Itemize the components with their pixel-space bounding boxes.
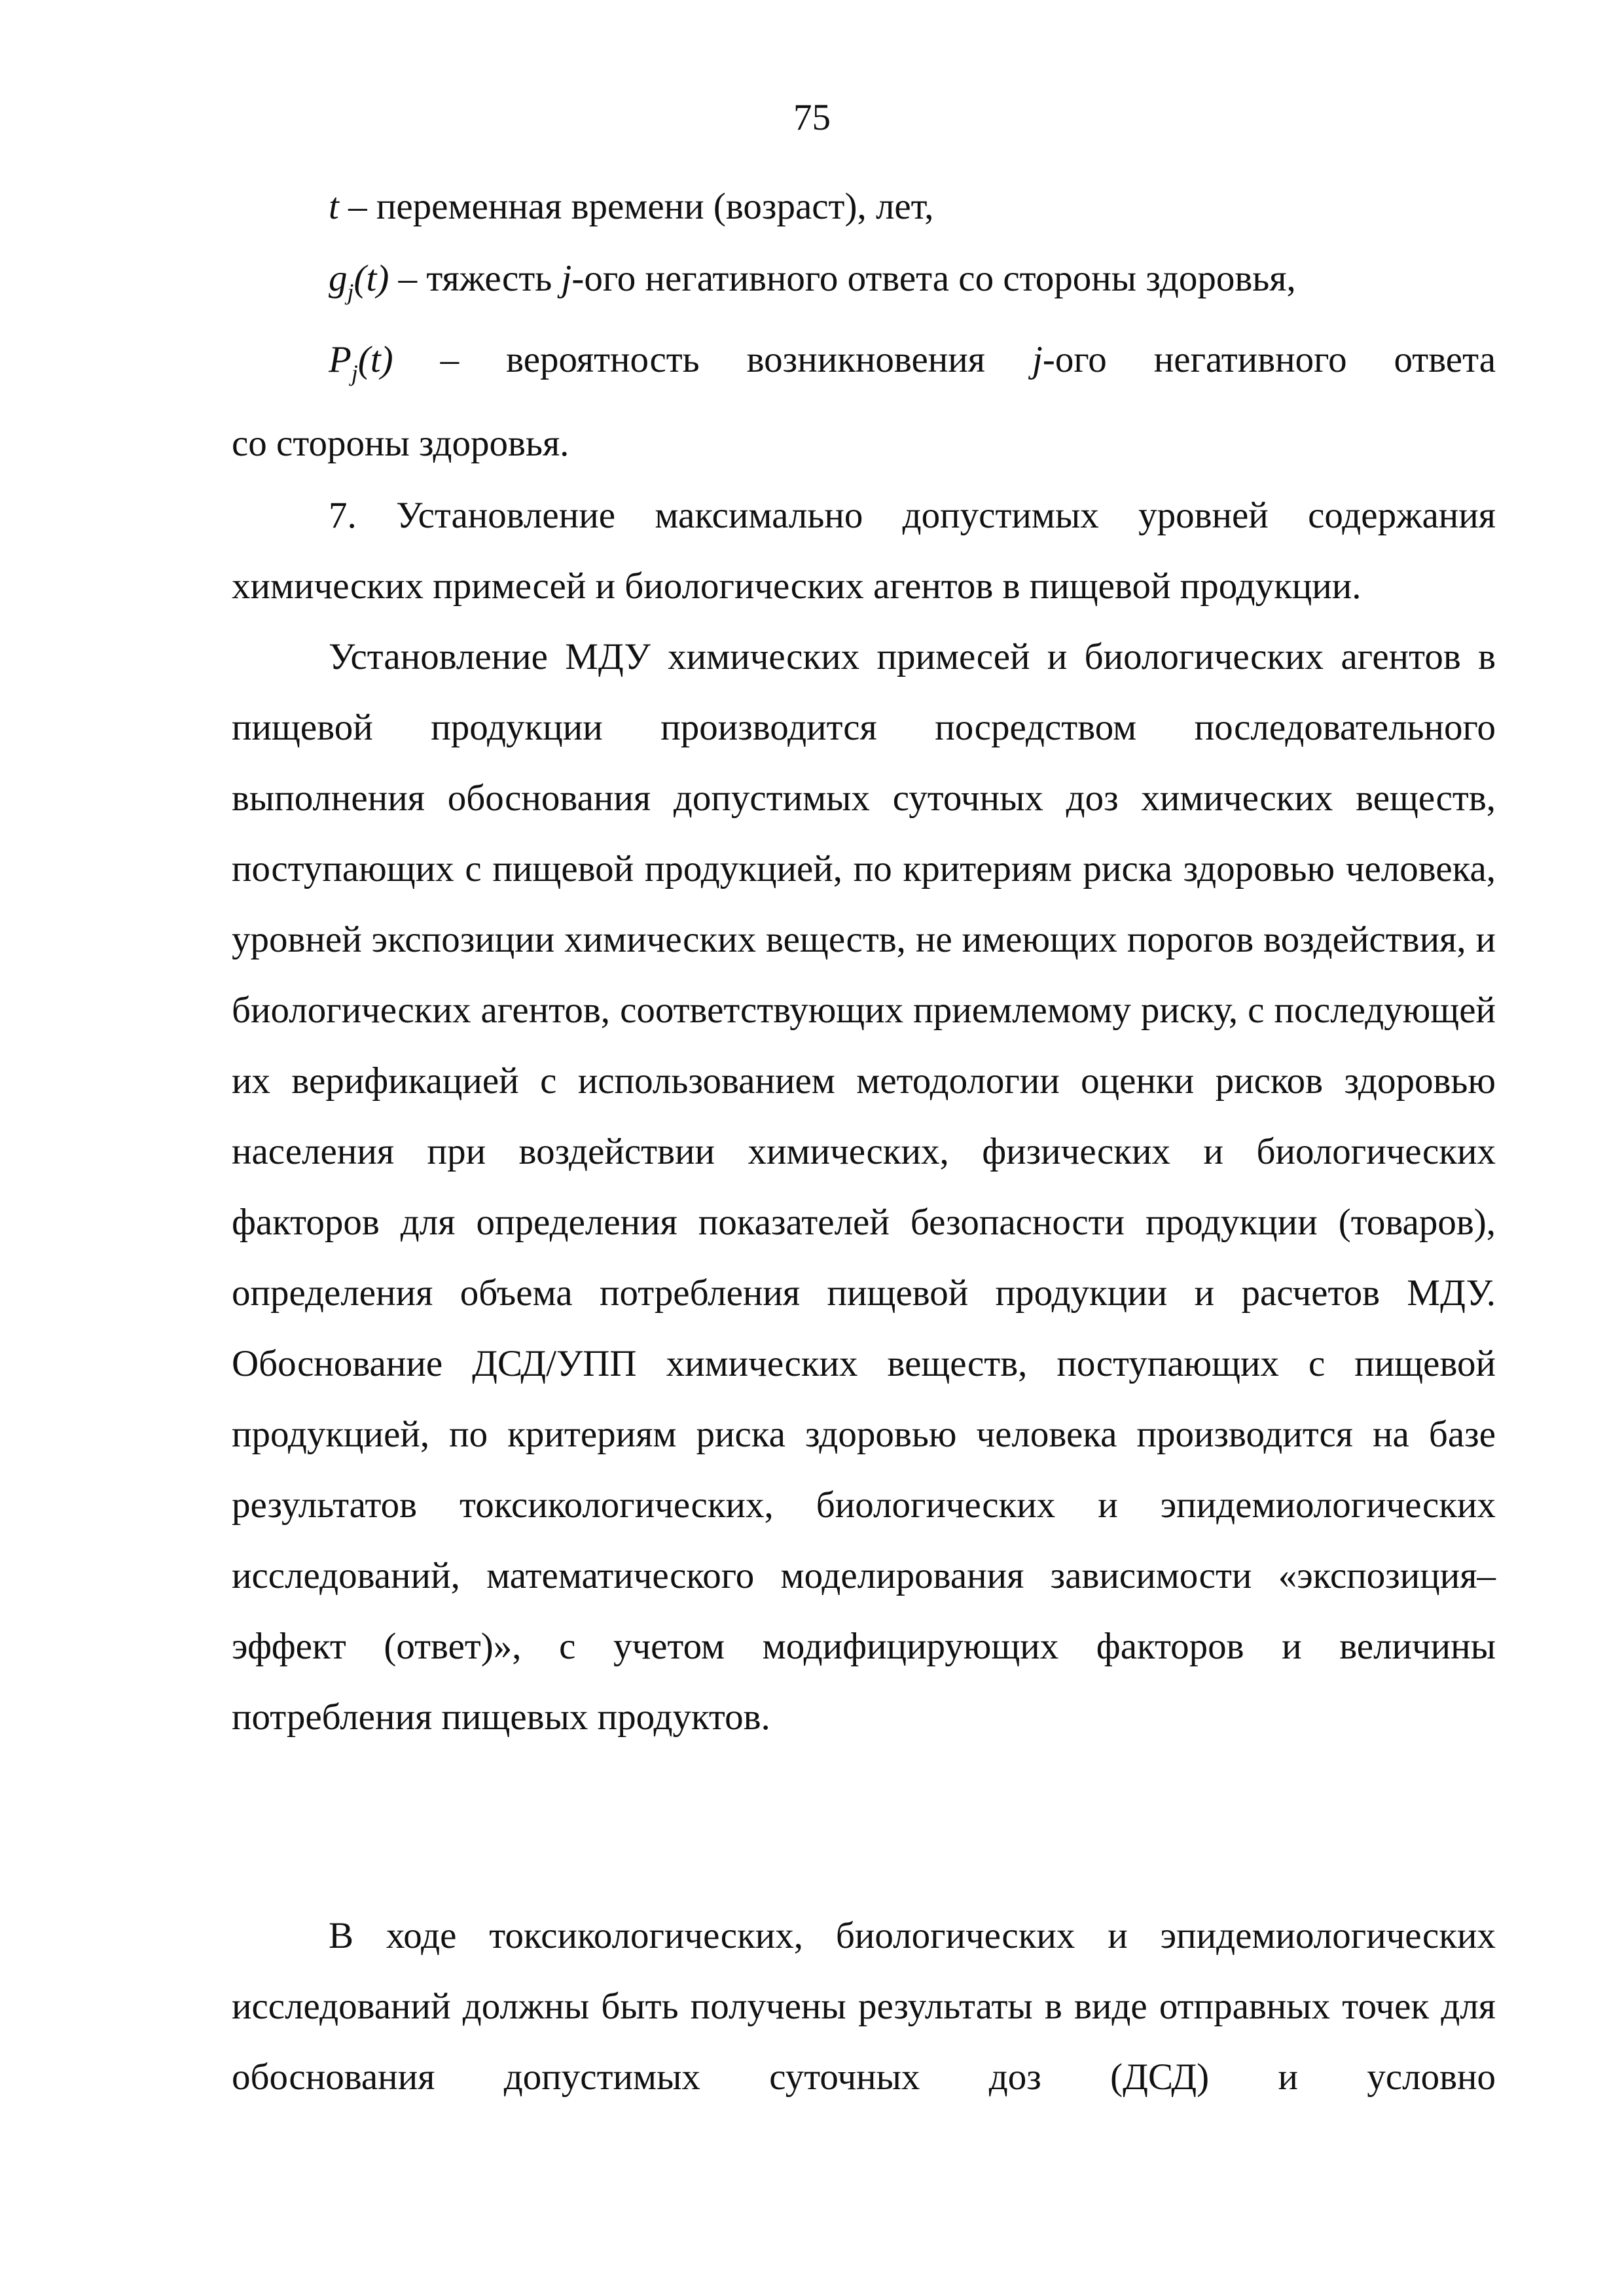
definition-g-line xyxy=(232,243,1496,327)
definition-g xyxy=(232,243,1496,327)
page-number: 75 xyxy=(793,97,831,138)
definition-p-line xyxy=(232,325,1496,408)
definition-g-j: j xyxy=(561,258,572,299)
definition-t-line xyxy=(232,171,1496,242)
paragraph-1-block xyxy=(232,622,1496,1753)
definition-g-text-2: -ого негативного ответа со стороны здоровья, xyxy=(571,258,1296,299)
section-7-heading xyxy=(232,480,1496,622)
symbol-g: g xyxy=(329,258,348,299)
definition-p-text-2: -ого негативного ответа xyxy=(1042,339,1496,380)
paragraph-2: В ходе токсикологических, биологических и эпидемиологических исследований должны быть получены результаты в виде отправных точек для обоснования допустимых суточных доз (ДСД) и условно xyxy=(232,1915,1496,2098)
section-7-heading-text: Установление максимально допустимых уровней содержания химических примесей и биологических агентов в пищевой продукции. xyxy=(232,495,1496,607)
definition-p-j: j xyxy=(1032,339,1043,380)
definition-t xyxy=(232,171,1496,242)
definition-p-text-1: – вероятность возникновения xyxy=(440,339,1032,380)
symbol-g-argument: (t) xyxy=(353,258,389,299)
symbol-p-subscript: j xyxy=(351,360,358,386)
paragraph-1: Установление МДУ химических примесей и биологических агентов в пищевой продукции производится посредством последовательного выполнения обоснования допустимых суточных доз химических веществ, поступающих с пищевой продукцией, по критериям риска здоровью человека, уровней экспозиции химических веществ, не имеющих порогов воздействия, и биологических агентов, соответствующих приемлемому риску, с последующей их верификацией с использованием методологии оценки рисков здоровью населения при воздействии химических, физических и биологических факторов для определения показателей безопасности продукции (товаров), определения объема потребления пищевой продукции и расчетов МДУ. Обоснование ДСД/УПП химических веществ, поступающих с пищевой продукцией, по критериям риска здоровью человека производится на базе результатов токсикологических, биологических и эпидемиологических исследований, математического моделирования зависимости «экспозиция–эффект (ответ)», с учетом модифицирующих факторов и величины потребления пищевых продуктов. xyxy=(232,636,1496,1738)
symbol-g-subscript: j xyxy=(347,279,354,305)
section-7-number: 7. xyxy=(329,495,357,536)
definition-p xyxy=(232,325,1496,479)
definition-g-text-1: – тяжесть xyxy=(398,258,562,299)
definition-p-continuation: со стороны здоровья. xyxy=(232,423,569,464)
symbol-p-argument: (t) xyxy=(357,339,393,380)
section-7 xyxy=(232,480,1496,622)
paragraph-2-block xyxy=(232,1901,1496,2113)
definition-t-text: – переменная времени (возраст), лет, xyxy=(348,186,934,227)
symbol-t: t xyxy=(329,186,339,227)
symbol-p: P xyxy=(329,339,352,380)
